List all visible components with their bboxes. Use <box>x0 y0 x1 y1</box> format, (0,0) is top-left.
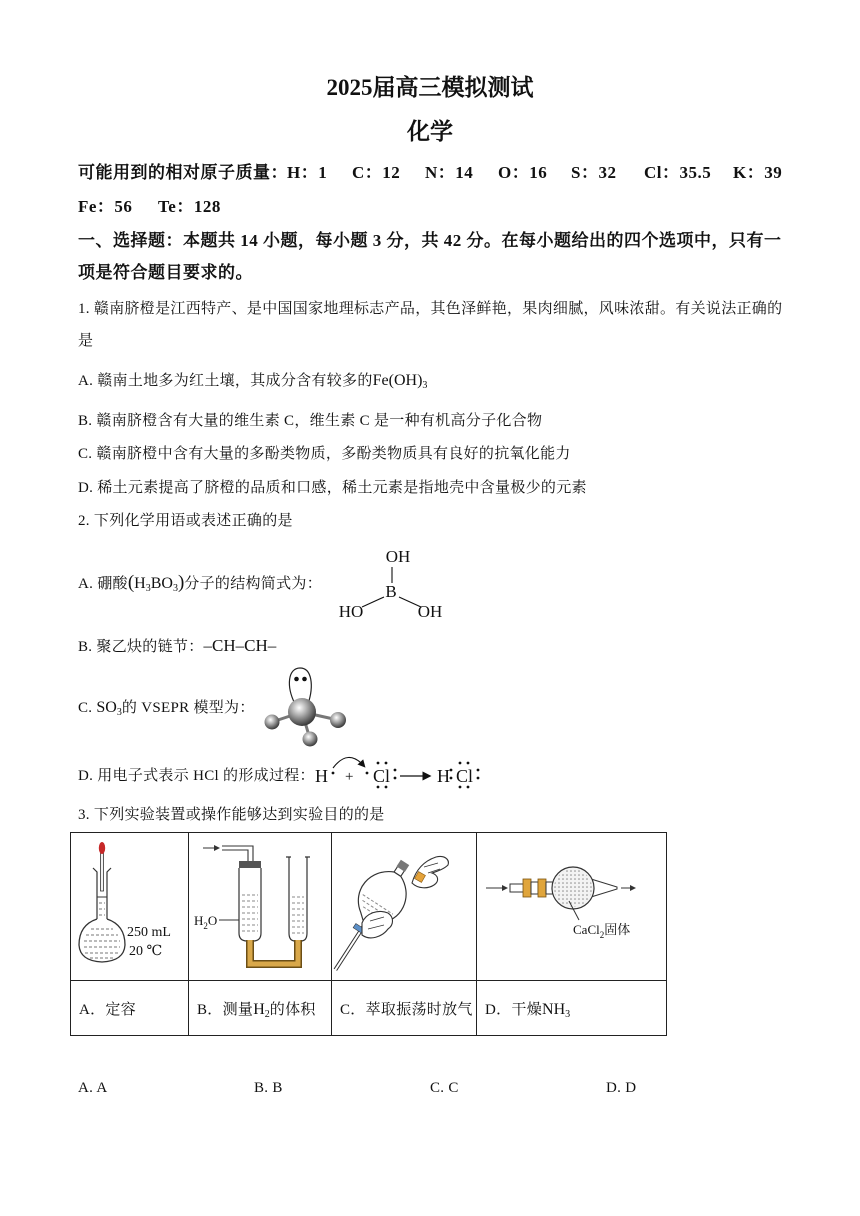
q1-stem-line2: 是 <box>78 333 94 349</box>
atomic-mass-h: H：1 <box>287 163 328 182</box>
q2-option-a-bo: BO <box>150 575 173 592</box>
q1-option-d: D. 稀土元素提高了脐橙的品质和口感，稀土元素是指地壳中含量极少的元素 <box>78 480 587 496</box>
answer-option-c: C. C <box>430 1080 459 1096</box>
outer-atom <box>303 732 318 747</box>
outer-atom <box>265 715 280 730</box>
q2-option-c-subscript: 3 <box>116 707 122 718</box>
dropper-bulb <box>99 842 105 854</box>
gas-burette-apparatus-icon <box>189 833 331 980</box>
separatory-funnel-icon <box>332 833 476 980</box>
eq-h-product: H <box>437 766 450 786</box>
volumetric-flask-icon <box>71 833 188 980</box>
lone-pair-dot <box>294 677 299 682</box>
atomic-mass-te: Te：128 <box>158 197 221 216</box>
q1-option-a <box>78 371 427 391</box>
q2-option-a-sub1: 3 <box>145 583 151 594</box>
lone-pair-dot <box>302 677 307 682</box>
section-heading-line1: 一、选择题：本题共 14 小题，每小题 3 分，共 42 分。在每小题给出的四个选项中，只有一 <box>78 231 782 250</box>
eq-plus: + <box>345 769 354 785</box>
q1-stem-line1: 1. 赣南脐橙是江西特产、是中国国家地理标志产品，其色泽鲜艳，果肉细腻，风味浓甜。有关说法正确的 <box>78 301 783 317</box>
q1-option-a-subscript: 3 <box>422 380 428 391</box>
q2-option-c <box>78 698 255 718</box>
q2-option-c-suffix: 的 VSEPR 模型为： <box>121 700 255 716</box>
atomic-mass-o: O：16 <box>498 163 548 182</box>
cell-c-image <box>332 833 477 981</box>
flask-temp-label: 20 ℃ <box>129 944 163 959</box>
eq-cl-reactant: Cl <box>373 766 391 786</box>
atomic-mass-cl: Cl：35.5 <box>644 163 712 182</box>
curved-arrow-icon <box>333 757 364 768</box>
central-atom <box>288 698 316 726</box>
q2-option-a-prefix: A. 硼酸 <box>78 576 128 592</box>
atomic-mass-k: K：39 <box>733 163 783 182</box>
drying-tube-icon <box>477 833 666 980</box>
vsepr-ball-model <box>258 664 350 750</box>
water-label: $H_2O$ <box>194 913 218 931</box>
structure-top-oh: OH <box>385 547 411 566</box>
cell-b-image <box>189 833 332 981</box>
structure-boron: B <box>385 582 397 601</box>
cell-d-label: D．干燥$NH_3$ <box>477 981 667 1036</box>
cell-b-label: B．测量$H_2$的体积 <box>189 981 332 1036</box>
q2-option-d: D. 用电子式表示 HCl 的形成过程： <box>78 768 315 784</box>
q3-stem: 3. 下列实验装置或操作能够达到实验目的的是 <box>78 807 385 823</box>
q2-option-a-open-paren: ( <box>127 572 135 593</box>
cell-a-label: A．定容 <box>71 981 189 1036</box>
flask-volume-label: 250 mL <box>127 925 171 940</box>
desiccant-label: CaCl$_2$固体 <box>573 922 631 940</box>
outer-atom <box>330 712 346 728</box>
atomic-mass-fe: Fe：56 <box>78 197 133 216</box>
q2-option-a-close-paren: ) <box>177 572 185 593</box>
q2-stem: 2. 下列化学用语或表述正确的是 <box>78 513 293 529</box>
q1-option-a-formula: Fe(OH) <box>372 372 423 389</box>
table-row-labels <box>71 981 667 1036</box>
q1-option-a-text: A. 赣南土地多为红土壤，其成分含有较多的 <box>78 373 373 389</box>
boric-acid-structure <box>330 540 450 626</box>
structure-right-oh: OH <box>417 602 443 621</box>
cell-c-label: C．萃取振荡时放气 <box>332 981 477 1036</box>
page-title: 2025届高三模拟测试 <box>326 75 534 100</box>
q2-option-b-text: B. 聚乙炔的链节： <box>78 639 204 655</box>
hcl-electron-formation <box>308 752 500 792</box>
q2-option-a-h: H <box>134 575 146 592</box>
answer-option-d: D. D <box>606 1080 637 1096</box>
q2-option-b <box>78 636 276 657</box>
q2-option-c-formula: SO <box>96 699 117 716</box>
cell-a-image <box>71 833 189 981</box>
q2-option-a-suffix: 分子的结构简式为： <box>184 576 322 592</box>
atomic-mass-s: S：32 <box>571 163 617 182</box>
answer-option-a: A. A <box>78 1080 108 1096</box>
subject-title: 化学 <box>407 119 453 144</box>
cell-d-image <box>477 833 667 981</box>
atomic-mass-c: C：12 <box>352 163 401 182</box>
bond-left <box>362 597 384 607</box>
atomic-mass-label: 可能用到的相对原子质量： <box>78 163 288 182</box>
q2-option-a-sub2: 3 <box>172 583 178 594</box>
q2-option-b-formula: –CH–CH– <box>203 636 277 655</box>
q2-option-c-prefix: C. <box>78 700 97 716</box>
q1-option-b: B. 赣南脐橙含有大量的维生素 C，维生素 C 是一种有机高分子化合物 <box>78 413 543 429</box>
eq-h-reactant: H <box>315 766 328 786</box>
q2-option-a <box>78 573 322 594</box>
section-heading-line2: 项是符合题目要求的。 <box>78 263 253 282</box>
experiment-table <box>70 832 667 1036</box>
q1-option-c: C. 赣南脐橙中含有大量的多酚类物质，多酚类物质具有良好的抗氧化能力 <box>78 446 571 462</box>
atomic-mass-n: N：14 <box>425 163 474 182</box>
structure-left-ho: HO <box>338 602 364 621</box>
table-row-images <box>71 833 667 981</box>
eq-cl-product: Cl <box>456 766 474 786</box>
answer-option-b: B. B <box>254 1080 283 1096</box>
